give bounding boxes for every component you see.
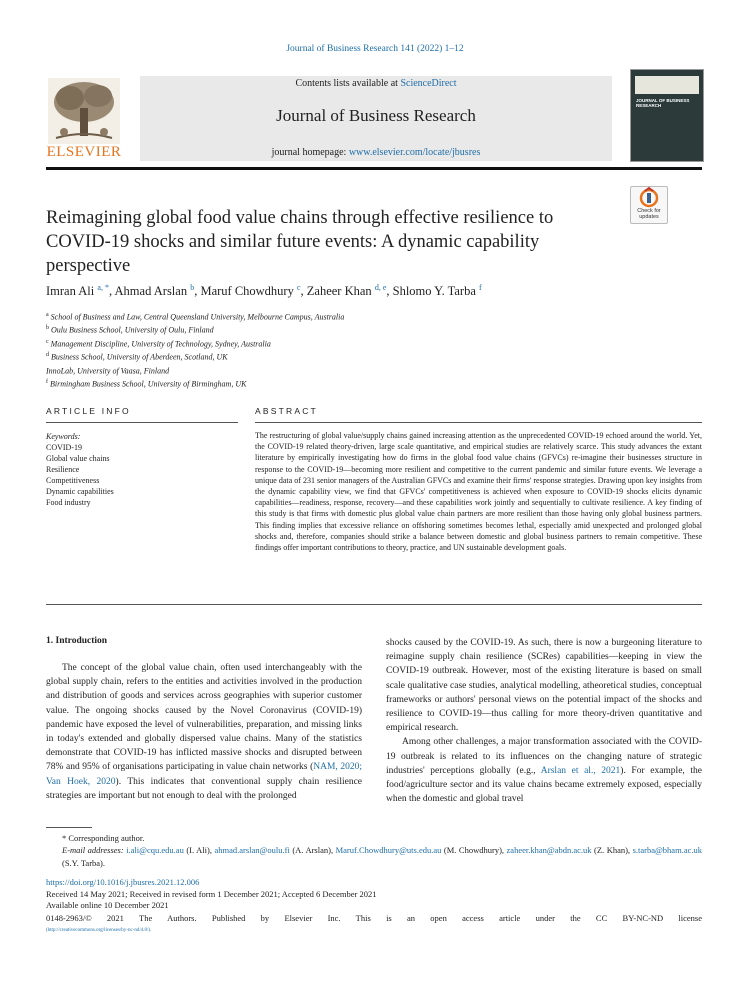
available-online: Available online 10 December 2021: [46, 900, 169, 911]
keyword-item: Competitiveness: [46, 476, 100, 485]
article-metadata: [46, 877, 702, 912]
author-separator: ,: [386, 284, 393, 299]
author-list: [46, 283, 706, 299]
affiliation-item: [46, 377, 606, 390]
email-owner: (S.Y. Tarba).: [62, 857, 106, 868]
keyword-item: Global value chains: [46, 454, 110, 463]
author-name[interactable]: Ahmad Arslan: [114, 284, 188, 299]
footnote-rule: [46, 827, 92, 828]
body-column-left: [46, 661, 362, 803]
paragraph: [46, 661, 362, 803]
author-separator: ,: [108, 284, 115, 299]
email-link[interactable]: i.ali@cqu.edu.au: [126, 845, 184, 855]
keyword-item: Resilience: [46, 465, 80, 474]
elsevier-wordmark: ELSEVIER: [46, 144, 122, 160]
text-run: Among other challenges, a major transformation associated with the COVID-19 outbreak is related to its influences on the changing nature of strategic industries' perceptions globally (e.g.,: [386, 737, 702, 776]
email-owner: (M. Chowdhury),: [441, 845, 507, 855]
affiliation-marker: d: [46, 352, 49, 359]
cover-title: JOURNAL OF BUSINESS RESEARCH: [636, 98, 690, 108]
citation-link[interactable]: NAM, 2020; Van Hoek, 2020: [46, 762, 362, 787]
corresponding-author-note: * Corresponding author.: [62, 833, 145, 843]
text-run: ). This indicates that conventional supply chain resilience strategies are important but not enough to deal with the prolonged: [46, 776, 363, 801]
affiliation-text: Birmingham Business School, University of Birmingham, UK: [50, 379, 247, 389]
author-name[interactable]: Shlomo Y. Tarba: [392, 284, 476, 299]
journal-title: Journal of Business Research: [276, 106, 476, 125]
received-dates: Received 14 May 2021; Received in revised form 1 December 2021; Accepted 6 December 2021: [46, 888, 377, 899]
homepage-prefix: journal homepage:: [271, 147, 349, 158]
journal-cover-thumbnail[interactable]: [630, 69, 704, 162]
paragraph: [386, 735, 702, 806]
article-info-rule: [46, 422, 238, 423]
author-affiliation-marker[interactable]: d, e: [374, 283, 387, 292]
author-affiliation-marker[interactable]: f: [479, 283, 482, 292]
paragraph: shocks caused by the COVID-19. As such, there is now a burgeoning literature to reimagine supply chain resilience (SCRes) capabilities—keeping in view the COVID-19 outbreak. However, most of the existing literature is based on small scale qualitative case studies, analytical modelling, atheoretical studies, conceptual frameworks or authors' personal views on the potential impact of the shocks and resilience to COVID-19—thus calling for more theory-driven quantitative and empirical research.: [386, 638, 702, 734]
license-statement: 0148-2963/© 2021 The Authors. Published by Elsevier Inc. This is an open access article under the CC BY-NC-ND license: [46, 913, 702, 923]
check-updates-icon: [631, 187, 667, 209]
affiliation-marker: f: [46, 379, 48, 386]
citation-link[interactable]: Arslan et al., 2021: [540, 765, 621, 776]
article-info-heading: ARTICLE INFO: [46, 406, 131, 416]
affiliation-marker: c: [46, 338, 49, 345]
abstract-end-rule: [46, 604, 702, 605]
keywords-block: [46, 431, 236, 508]
section-heading-introduction: 1. Introduction: [46, 636, 108, 646]
affiliation-item: [46, 364, 606, 377]
doi-link[interactable]: https://doi.org/10.1016/j.jbusres.2021.12.006: [46, 877, 200, 887]
affiliation-text: Business School, University of Aberdeen, Scotland, UK: [51, 353, 228, 363]
affiliation-text: Oulu Business School, University of Oulu, Finland: [51, 326, 214, 336]
cover-band: [635, 76, 699, 94]
keyword-item: Dynamic capabilities: [46, 487, 114, 496]
elsevier-logo[interactable]: [46, 76, 122, 160]
abstract-heading: ABSTRACT: [255, 406, 318, 416]
keyword-item: COVID-19: [46, 443, 82, 452]
affiliation-text: School of Business and Law, Central Queensland University, Melbourne Campus, Australia: [50, 312, 345, 322]
affiliation-list: [46, 310, 606, 391]
author-separator: ,: [194, 284, 201, 299]
email-link[interactable]: s.tarba@bham.ac.uk: [632, 845, 702, 855]
email-link[interactable]: ahmad.arslan@oulu.fi: [214, 845, 290, 855]
abstract-text: The restructuring of global value/supply chains gained increasing attention as the unprecedented COVID-19 echoed around the world. Yet, the COVID-19 related theory-driven, large scale quantitative, and empirical studies are relatively scarce. This study advances the extant literature by empirically investigating how do firms in the global food value chains (GFVCs) re-imagine their businesses structure in response to the COVID-19—becoming more resilient and competitive to the current pandemic and similar future events. We leverage a unique data of 231 senior managers of the Australian GFVCs and examine their firms' response strategies. Drawing upon key insights from the dynamic capability view, we find that GFVCs' competitiveness is achieved when exposure to COVID-19 shocks elicits dynamic capabilities—readiness, response, recovery—and these capabilities work jointly and sequentially to cultivate resilience. A key finding of this study is that firms with domestic plus global value chain partners are more resilient than those having only global business partners. This finding implies that excessive reliance on offshoring sometimes becomes lethal, especially amid unexpected and prolonged global shocks and, therefore, companies should strike a balance between domestic and global business partners to remain competitive. These findings offer important contributions to theory, practice, and UN sustainable development goals.: [255, 431, 702, 553]
affiliation-item: [46, 310, 606, 323]
body-column-right: [386, 636, 702, 806]
affiliation-marker: b: [46, 325, 49, 332]
email-owner: (A. Arslan),: [289, 845, 336, 855]
email-label: E-mail addresses:: [62, 845, 127, 855]
keyword-list: [46, 442, 236, 508]
author-affiliation-marker[interactable]: a, *: [97, 283, 109, 292]
email-owner: (Z. Khan),: [591, 845, 633, 855]
elsevier-tree-icon: [46, 76, 122, 146]
keywords-label: Keywords:: [46, 432, 81, 441]
homepage-link[interactable]: www.elsevier.com/locate/jbusres: [348, 147, 481, 158]
check-for-updates-label: Check for updates: [637, 208, 661, 220]
text-run: The concept of the global value chain, often used interchangeably with the global supply chain, refers to the entities and activities involved in the production and distribution of goods and services across geographies with superior customer value. The ongoing shocks caused by the Novel Coronavirus (COVID-19) pandemic have exposed the level of vulnerabilities, preparation, and missing links in today's extended and globally dispersed value chains. Many of the statistics demonstrate that COVID-19 has inflicted massive shocks and disrupted between 78% and 95% of organisations participating in value chain networks (: [46, 663, 362, 773]
email-addresses: [62, 844, 702, 869]
author-name[interactable]: Imran Ali: [46, 284, 95, 299]
affiliation-marker: a: [46, 312, 49, 318]
author-affiliation-marker[interactable]: c: [296, 283, 301, 292]
author-name[interactable]: Zaheer Khan: [306, 284, 372, 299]
journal-homepage: [140, 147, 612, 158]
keyword-item: Food industry: [46, 498, 91, 507]
abstract-rule: [255, 422, 702, 423]
author-name[interactable]: Maruf Chowdhury: [200, 284, 294, 299]
contents-prefix: Contents lists available at: [295, 78, 401, 89]
affiliation-text: InnoLab, University of Vaasa, Finland: [46, 366, 170, 376]
text-run: ). For example, the food/agriculture sector and its value chains became extremely exposed, especially when the domestic and global travel: [386, 765, 702, 805]
affiliation-item: [46, 350, 606, 363]
contents-available: [140, 78, 612, 89]
affiliation-text: Management Discipline, University of Technology, Sydney, Australia: [50, 339, 271, 349]
article-title: Reimagining global food value chains through effective resilience to COVID-19 shocks and similar future events: A dynamic capability perspective: [46, 208, 554, 276]
license-url-link[interactable]: (http://creativecommons.org/licenses/by-nc-nd/4.0/).: [46, 928, 152, 933]
affiliation-item: [46, 323, 606, 336]
affiliation-item: [46, 337, 606, 350]
sciencedirect-link[interactable]: ScienceDirect: [400, 78, 457, 89]
email-link[interactable]: Maruf.Chowdhury@uts.edu.au: [335, 845, 442, 855]
journal-reference[interactable]: Journal of Business Research 141 (2022) 1–12: [286, 44, 464, 54]
author-affiliation-marker[interactable]: b: [190, 283, 195, 292]
email-link[interactable]: zaheer.khan@abdn.ac.uk: [506, 845, 592, 855]
email-owner: (I. Ali),: [183, 845, 215, 855]
author-separator: ,: [300, 284, 307, 299]
header-rule: [46, 167, 702, 170]
